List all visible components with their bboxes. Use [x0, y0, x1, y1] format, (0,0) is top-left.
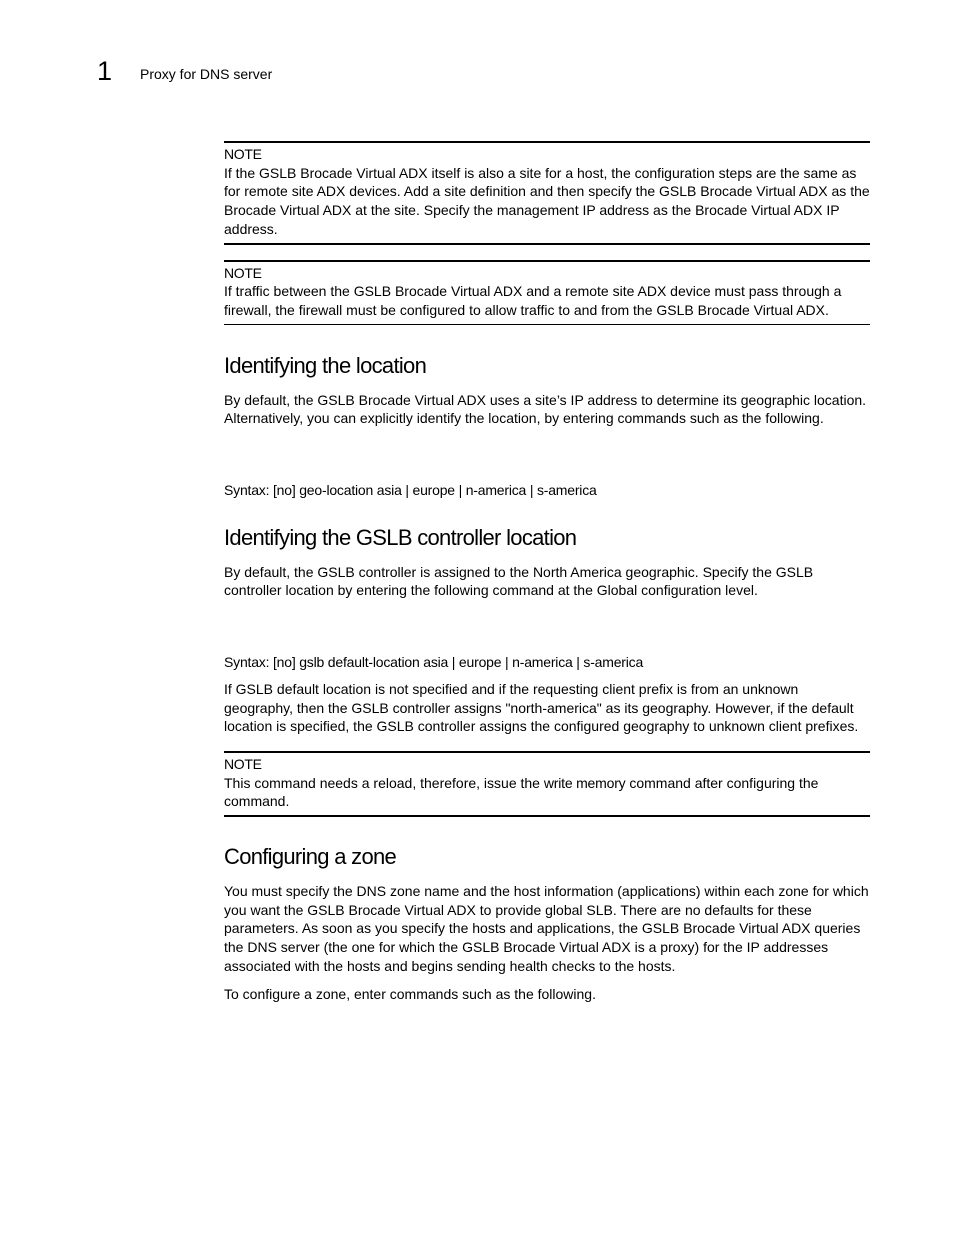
note-text: If traffic between the GSLB Brocade Virtual ADX and a remote site ADX device must pass through a firewall, the firewall must be configured to allow traffic to and from the GSLB Brocade Virtual ADX. [224, 283, 842, 318]
section-title-location: Identifying the location [224, 352, 427, 378]
note-text-before: This command needs a reload, therefore, issue the [224, 774, 544, 791]
page-content [224, 141, 870, 1003]
note-site-host [224, 141, 870, 245]
note-label: NOTE [224, 264, 262, 281]
chapter-number: 1 [97, 56, 113, 86]
note-reload [224, 751, 870, 817]
section-body-zone: You must specify the DNS zone name and the host information (applications) within each zone for which you want the GSLB Brocade Virtual ADX to provide global SLB. There are no defaults for these parameters. As soon as you specify the hosts and applications, the GSLB Brocade Virtual ADX queries the DNS server (the one for which the GSLB Brocade Virtual ADX is a proxy) for the IP addresses associated with the hosts and begins sending health checks to the hosts. [224, 883, 869, 974]
note-firewall [224, 260, 870, 325]
command-write-memory: write memory [543, 774, 626, 791]
section-title-controller-location: Identifying the GSLB controller location [224, 524, 577, 550]
syntax-default-location: Syntax: [no] gslb default-location asia | europe | n-america | s-america [224, 654, 644, 671]
section-after-controller-location: If GSLB default location is not specified and if the requesting client prefix is from an unknown geography, then the GSLB controller assigns "north-america" as its geography. However, if the default location is specified, the GSLB controller assigns the configured geography to unknown client prefixes. [224, 680, 859, 735]
section-after-zone: To configure a zone, enter commands such as the following. [224, 985, 596, 1002]
note-label: NOTE [224, 146, 262, 162]
section-body-location: By default, the GSLB Brocade Virtual ADX uses a site’s IP address to determine its geographic location. Alternatively, you can explicitly identify the location, by entering commands such as the following. [224, 391, 867, 427]
note-label: NOTE [224, 755, 262, 772]
section-title-zone: Configuring a zone [224, 844, 397, 870]
chapter-title: Proxy for DNS server [140, 66, 273, 82]
note-text [224, 774, 870, 811]
section-body-controller-location: By default, the GSLB controller is assigned to the North America geographic. Specify the GSLB controller location by entering the following command at the Global configuration level. [224, 563, 814, 599]
note-text: If the GSLB Brocade Virtual ADX itself is also a site for a host, the configuration steps are the same as for remote site ADX devices. Add a site definition and then specify the GSLB Brocade Virtual ADX as the Brocade Virtual ADX at the site. Specify the management IP address as the Brocade Virtual ADX IP address. [224, 164, 870, 237]
syntax-geo-location: Syntax: [no] geo-location asia | europe | n-america | s-america [224, 482, 597, 499]
note-text-after: command after configuring the command. [224, 774, 819, 810]
